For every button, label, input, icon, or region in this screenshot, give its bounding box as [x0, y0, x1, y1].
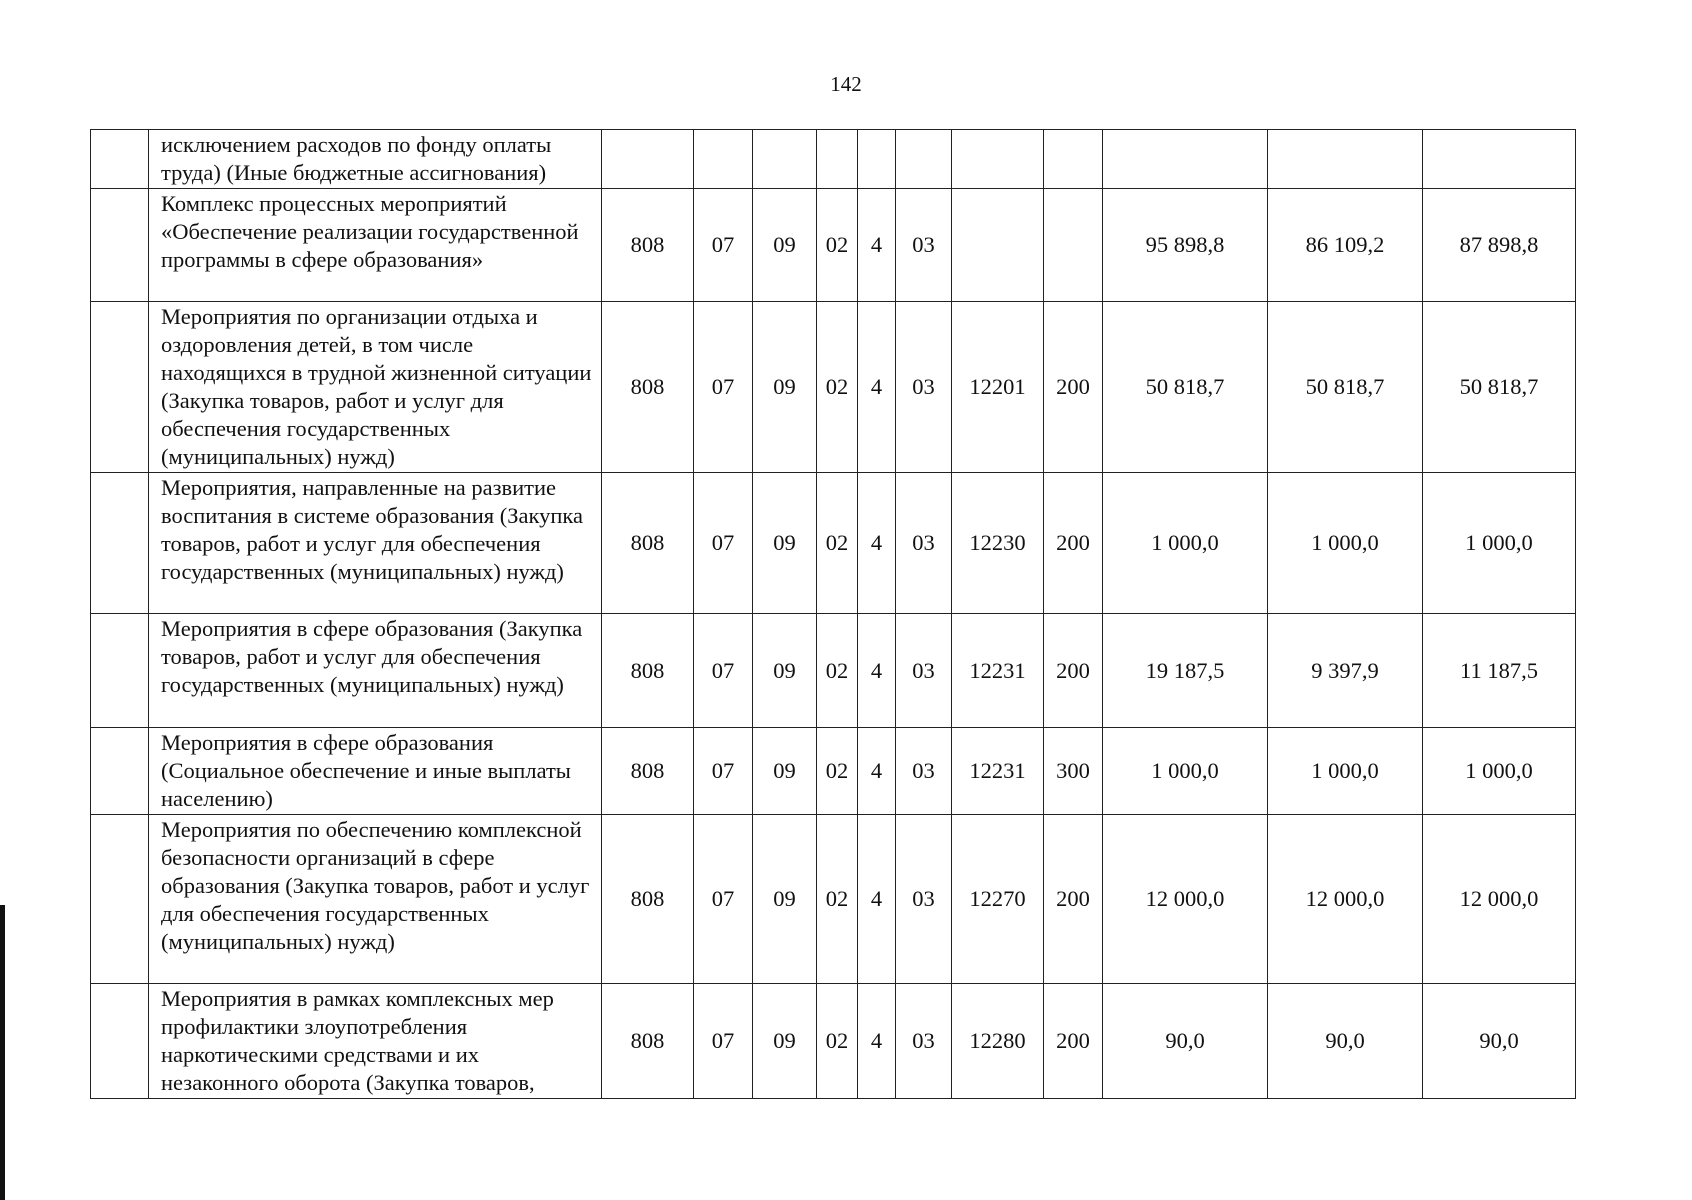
- code-cell-c1: 808: [602, 614, 694, 728]
- row-description: Комплекс процессных мероприятий «Обеспечение реализации государственной программы в сфере образования»: [149, 189, 602, 302]
- page-number: 142: [830, 72, 862, 96]
- code-cell-c5: 4: [858, 473, 896, 614]
- table-row: [91, 614, 1576, 728]
- code-cell-c6: 03: [896, 815, 952, 984]
- code-cell-c4: 02: [817, 815, 858, 984]
- code-cell-c5: 4: [858, 302, 896, 473]
- code-cell-c1: 808: [602, 302, 694, 473]
- amount-cell-v2: 50 818,7: [1268, 302, 1423, 473]
- amount-cell-v3: 1 000,0: [1423, 473, 1576, 614]
- code-cell-c1: 808: [602, 189, 694, 302]
- code-cell-c3: 09: [753, 815, 817, 984]
- amount-cell-v1: 50 818,7: [1103, 302, 1268, 473]
- code-cell-c8: 200: [1044, 984, 1103, 1099]
- row-description: Мероприятия по организации отдыха и оздоровления детей, в том числе находящихся в трудной жизненной ситуации (Закупка товаров, работ и услуг для обеспечения государственных (муниципальных) нужд): [149, 302, 602, 473]
- table-row: [91, 130, 1576, 189]
- code-cell-c5: 4: [858, 984, 896, 1099]
- amount-cell-v3: 87 898,8: [1423, 189, 1576, 302]
- code-cell-c3: 09: [753, 614, 817, 728]
- table-row: [91, 189, 1576, 302]
- row-description: Мероприятия в рамках комплексных мер профилактики злоупотребления наркотическими средствами и их незаконного оборота (Закупка товаров,: [149, 984, 602, 1099]
- amount-cell-v1: 90,0: [1103, 984, 1268, 1099]
- code-cell-c6: 03: [896, 302, 952, 473]
- code-cell-c1: [602, 130, 694, 189]
- amount-cell-v3: 50 818,7: [1423, 302, 1576, 473]
- code-cell-c8: 200: [1044, 614, 1103, 728]
- table-row: [91, 984, 1576, 1099]
- row-description: Мероприятия в сфере образования (Закупка товаров, работ и услуг для обеспечения государственных (муниципальных) нужд): [149, 614, 602, 728]
- amount-cell-v1: 95 898,8: [1103, 189, 1268, 302]
- row-description: Мероприятия, направленные на развитие воспитания в системе образования (Закупка товаров, работ и услуг для обеспечения государственных (муниципальных) нужд): [149, 473, 602, 614]
- code-cell-c1: 808: [602, 984, 694, 1099]
- code-cell-c6: 03: [896, 728, 952, 815]
- row-description: Мероприятия по обеспечению комплексной безопасности организаций в сфере образования (Закупка товаров, работ и услуг для обеспечения государственных (муниципальных) нужд): [149, 815, 602, 984]
- code-cell-c5: 4: [858, 815, 896, 984]
- code-cell-c3: 09: [753, 473, 817, 614]
- code-cell-c2: 07: [694, 614, 753, 728]
- code-cell-c4: 02: [817, 473, 858, 614]
- code-cell-c2: 07: [694, 302, 753, 473]
- amount-cell-v2: 1 000,0: [1268, 473, 1423, 614]
- table-row: [91, 815, 1576, 984]
- code-cell-c5: 4: [858, 614, 896, 728]
- empty-index-cell: [91, 302, 149, 473]
- code-cell-c4: 02: [817, 302, 858, 473]
- amount-cell-v3: 12 000,0: [1423, 815, 1576, 984]
- code-cell-c6: 03: [896, 984, 952, 1099]
- code-cell-c6: [896, 130, 952, 189]
- code-cell-c7: [952, 130, 1044, 189]
- code-cell-c2: 07: [694, 189, 753, 302]
- code-cell-c1: 808: [602, 473, 694, 614]
- code-cell-c5: [858, 130, 896, 189]
- amount-cell-v1: 19 187,5: [1103, 614, 1268, 728]
- amount-cell-v3: 11 187,5: [1423, 614, 1576, 728]
- empty-index-cell: [91, 984, 149, 1099]
- table-row: [91, 728, 1576, 815]
- amount-cell-v1: 1 000,0: [1103, 473, 1268, 614]
- amount-cell-v1: [1103, 130, 1268, 189]
- amount-cell-v2: 9 397,9: [1268, 614, 1423, 728]
- amount-cell-v2: 86 109,2: [1268, 189, 1423, 302]
- row-description: Мероприятия в сфере образования (Социальное обеспечение и иные выплаты населению): [149, 728, 602, 815]
- code-cell-c6: 03: [896, 189, 952, 302]
- code-cell-c2: 07: [694, 473, 753, 614]
- amount-cell-v3: [1423, 130, 1576, 189]
- empty-index-cell: [91, 815, 149, 984]
- empty-index-cell: [91, 473, 149, 614]
- empty-index-cell: [91, 728, 149, 815]
- amount-cell-v3: 1 000,0: [1423, 728, 1576, 815]
- code-cell-c2: 07: [694, 728, 753, 815]
- empty-index-cell: [91, 189, 149, 302]
- code-cell-c8: [1044, 189, 1103, 302]
- empty-index-cell: [91, 130, 149, 189]
- code-cell-c7: 12231: [952, 728, 1044, 815]
- amount-cell-v3: 90,0: [1423, 984, 1576, 1099]
- code-cell-c4: 02: [817, 614, 858, 728]
- table-row: [91, 473, 1576, 614]
- code-cell-c8: [1044, 130, 1103, 189]
- code-cell-c4: 02: [817, 728, 858, 815]
- scan-edge-mark: [0, 905, 5, 1200]
- code-cell-c2: 07: [694, 984, 753, 1099]
- code-cell-c6: 03: [896, 614, 952, 728]
- code-cell-c3: 09: [753, 728, 817, 815]
- budget-table: [90, 129, 1576, 1099]
- code-cell-c7: 12230: [952, 473, 1044, 614]
- amount-cell-v2: [1268, 130, 1423, 189]
- code-cell-c3: 09: [753, 302, 817, 473]
- code-cell-c3: 09: [753, 984, 817, 1099]
- code-cell-c7: 12201: [952, 302, 1044, 473]
- amount-cell-v1: 1 000,0: [1103, 728, 1268, 815]
- row-description: исключением расходов по фонду оплаты труда) (Иные бюджетные ассигнования): [149, 130, 602, 189]
- code-cell-c5: 4: [858, 728, 896, 815]
- amount-cell-v2: 90,0: [1268, 984, 1423, 1099]
- amount-cell-v1: 12 000,0: [1103, 815, 1268, 984]
- code-cell-c4: 02: [817, 984, 858, 1099]
- code-cell-c3: 09: [753, 189, 817, 302]
- amount-cell-v2: 12 000,0: [1268, 815, 1423, 984]
- code-cell-c1: 808: [602, 728, 694, 815]
- code-cell-c8: 300: [1044, 728, 1103, 815]
- code-cell-c8: 200: [1044, 302, 1103, 473]
- code-cell-c6: 03: [896, 473, 952, 614]
- code-cell-c7: 12231: [952, 614, 1044, 728]
- empty-index-cell: [91, 614, 149, 728]
- table-body: [91, 130, 1576, 1099]
- code-cell-c4: 02: [817, 189, 858, 302]
- code-cell-c7: [952, 189, 1044, 302]
- code-cell-c1: 808: [602, 815, 694, 984]
- table-row: [91, 302, 1576, 473]
- code-cell-c7: 12270: [952, 815, 1044, 984]
- code-cell-c4: [817, 130, 858, 189]
- code-cell-c2: [694, 130, 753, 189]
- code-cell-c8: 200: [1044, 815, 1103, 984]
- code-cell-c8: 200: [1044, 473, 1103, 614]
- code-cell-c7: 12280: [952, 984, 1044, 1099]
- code-cell-c3: [753, 130, 817, 189]
- code-cell-c5: 4: [858, 189, 896, 302]
- code-cell-c2: 07: [694, 815, 753, 984]
- amount-cell-v2: 1 000,0: [1268, 728, 1423, 815]
